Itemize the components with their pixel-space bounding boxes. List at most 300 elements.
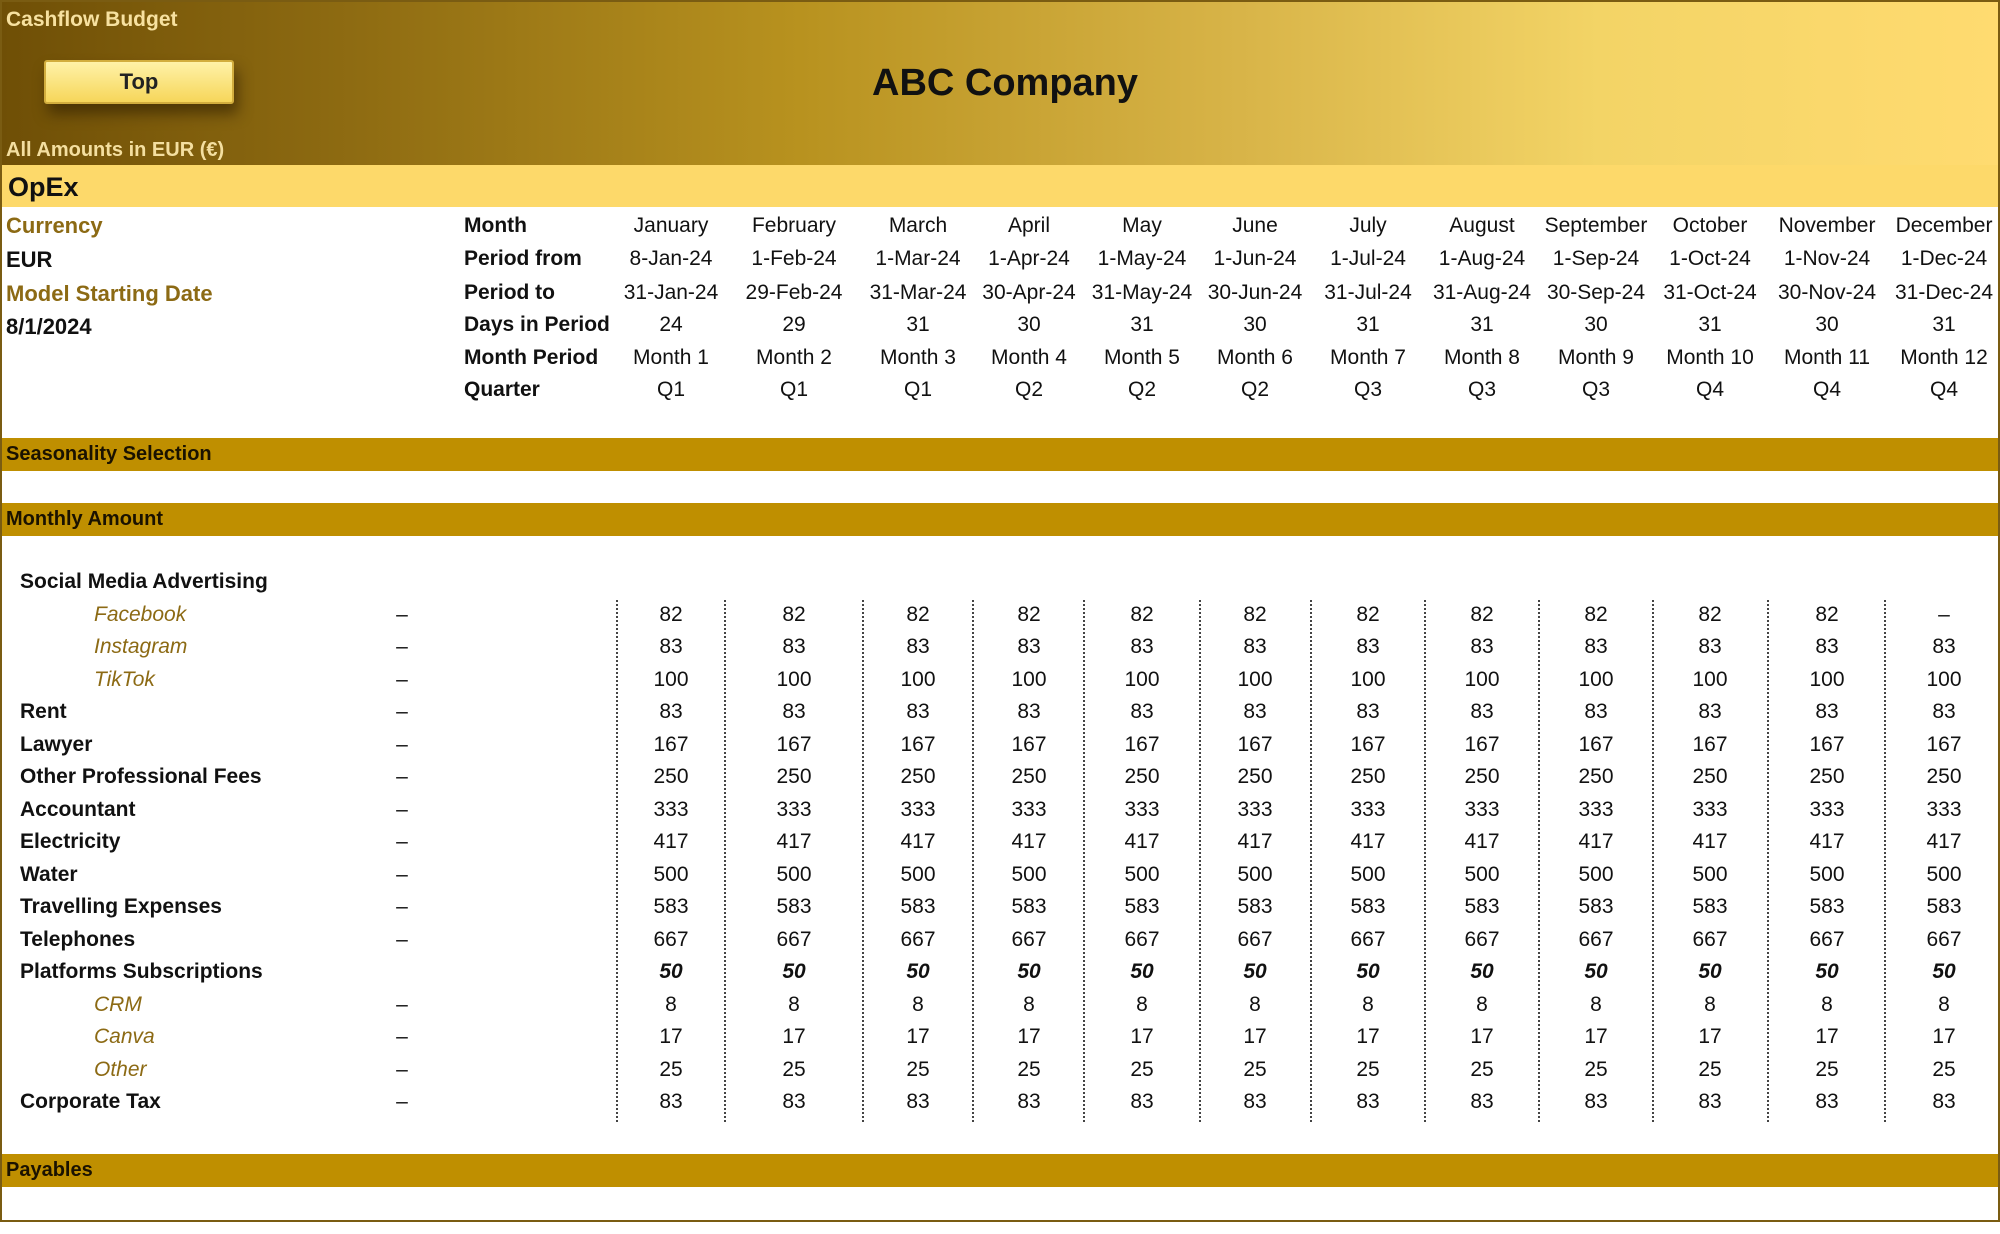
expense-cell[interactable]: 82 — [1356, 602, 1380, 626]
expense-cell[interactable]: 667 — [1237, 927, 1273, 951]
expense-cell[interactable]: 500 — [1011, 862, 1047, 886]
expense-cell[interactable]: 333 — [1578, 797, 1614, 821]
expense-cell[interactable]: 50 — [906, 960, 930, 983]
expense-cell[interactable]: 83 — [1470, 635, 1494, 658]
header-label-quarter: Quarter — [464, 378, 540, 401]
expense-cell[interactable]: 83 — [1932, 635, 1956, 658]
expense-label: Facebook — [94, 602, 187, 626]
expense-cell[interactable]: 167 — [1926, 732, 1962, 756]
month-header-period: Month 8 — [1444, 346, 1520, 369]
expense-annual-dash: – — [396, 992, 408, 1016]
month-header-to: 31-Dec-24 — [1894, 281, 1994, 304]
expense-cell[interactable]: 583 — [1809, 895, 1845, 918]
expense-label: Corporate Tax — [20, 1090, 161, 1113]
expense-cell[interactable]: 500 — [653, 862, 689, 886]
expense-cell[interactable]: 250 — [1011, 765, 1047, 788]
expense-cell[interactable]: 83 — [1932, 1090, 1956, 1113]
expense-label: Telephones — [20, 927, 136, 951]
expense-cell[interactable]: 83 — [1470, 1090, 1494, 1113]
expense-cell[interactable]: 167 — [900, 732, 936, 756]
month-header-quarter: Q1 — [779, 378, 808, 401]
opex-title: OpEx — [8, 172, 79, 202]
expense-cell[interactable]: 417 — [776, 830, 812, 853]
expense-annual-dash: – — [396, 797, 408, 821]
payables-title: Payables — [6, 1159, 93, 1181]
expense-cell[interactable]: 8 — [788, 992, 800, 1016]
expense-cell[interactable]: 100 — [900, 667, 936, 691]
expense-cell[interactable]: 50 — [1815, 960, 1839, 983]
month-header-days: 30 — [1584, 313, 1608, 336]
month-header-quarter: Q4 — [1812, 378, 1841, 401]
expense-cell[interactable]: 167 — [653, 732, 689, 756]
expense-cell[interactable]: 50 — [659, 960, 683, 983]
month-header-period: Month 4 — [991, 346, 1067, 369]
month-header-period: Month 11 — [1784, 346, 1870, 369]
expense-cell[interactable]: 17 — [1017, 1025, 1041, 1048]
expense-cell[interactable]: 583 — [776, 895, 812, 918]
expense-cell[interactable]: 250 — [1464, 765, 1500, 788]
expense-cell[interactable]: 417 — [653, 830, 689, 853]
expense-cell[interactable]: 83 — [659, 700, 683, 723]
expense-annual-dash: – — [396, 667, 408, 691]
expense-cell[interactable]: 500 — [1809, 862, 1845, 886]
expense-cell[interactable]: 417 — [1578, 830, 1614, 853]
month-header-from: 1-Nov-24 — [1783, 247, 1871, 270]
expense-label: Social Media Advertising — [20, 570, 268, 593]
header-label-period-to: Period to — [464, 281, 556, 304]
expense-cell[interactable]: 8 — [1249, 992, 1261, 1016]
expense-annual-dash: – — [396, 602, 408, 626]
expense-cell[interactable]: 333 — [900, 797, 936, 821]
expense-cell[interactable]: 17 — [1470, 1025, 1494, 1048]
month-header-days: 30 — [1017, 313, 1041, 336]
model-start-value[interactable]: 8/1/2024 — [6, 314, 92, 339]
month-header-quarter: Q1 — [903, 378, 932, 401]
month-header-days: 24 — [659, 313, 683, 336]
expense-cell[interactable]: 83 — [1356, 635, 1380, 658]
expense-cell[interactable]: 667 — [1011, 927, 1047, 951]
month-header-period: Month 5 — [1104, 346, 1180, 369]
expense-cell[interactable]: 100 — [1011, 667, 1047, 691]
month-header-from: 1-Dec-24 — [1900, 247, 1988, 270]
expense-cell[interactable]: 82 — [1017, 602, 1041, 626]
month-header-to: 31-Oct-24 — [1663, 281, 1757, 304]
expense-cell[interactable]: 82 — [782, 602, 806, 626]
expense-cell[interactable]: 83 — [1932, 700, 1956, 723]
expense-cell[interactable]: 250 — [776, 765, 812, 788]
month-header-to: 31-Jan-24 — [623, 281, 719, 304]
expense-cell[interactable]: 500 — [1578, 862, 1614, 886]
expense-cell[interactable]: 417 — [1809, 830, 1845, 853]
expense-cell[interactable]: 500 — [1926, 862, 1962, 886]
currency-label: Currency — [6, 213, 103, 238]
expense-cell[interactable]: 583 — [1237, 895, 1273, 918]
expense-cell[interactable]: 417 — [1237, 830, 1273, 853]
month-header-to: 30-Sep-24 — [1546, 281, 1646, 304]
expense-cell[interactable]: 167 — [1464, 732, 1500, 756]
expense-cell[interactable]: 500 — [1237, 862, 1273, 886]
expense-cell[interactable]: 583 — [1926, 895, 1962, 918]
expense-cell[interactable]: 25 — [1584, 1057, 1608, 1081]
expense-cell[interactable]: 100 — [1237, 667, 1273, 691]
expense-cell[interactable]: 17 — [906, 1025, 930, 1048]
expense-cell[interactable]: 17 — [659, 1025, 683, 1048]
expense-cell[interactable]: 500 — [1124, 862, 1160, 886]
expense-cell[interactable]: 333 — [1692, 797, 1728, 821]
expense-cell[interactable]: 100 — [1124, 667, 1160, 691]
expense-cell[interactable]: 100 — [1578, 667, 1614, 691]
expense-cell[interactable]: 167 — [1124, 732, 1160, 756]
expense-cell[interactable]: 8 — [1362, 992, 1374, 1016]
expense-cell[interactable]: 82 — [1130, 602, 1154, 626]
expense-cell[interactable]: 83 — [782, 1090, 806, 1113]
expense-cell[interactable]: 100 — [1926, 667, 1962, 691]
expense-cell[interactable]: 17 — [1130, 1025, 1154, 1048]
expense-cell[interactable]: 83 — [1017, 700, 1041, 723]
month-header-from: 1-Feb-24 — [751, 247, 837, 270]
month-header-quarter: Q2 — [1127, 378, 1156, 401]
expense-cell[interactable]: 25 — [1932, 1057, 1956, 1081]
expense-annual-dash: – — [396, 765, 408, 788]
expense-cell[interactable]: 333 — [776, 797, 812, 821]
expense-cell[interactable]: 667 — [1578, 927, 1614, 951]
expense-cell[interactable]: 333 — [1011, 797, 1047, 821]
expense-label: Water — [20, 862, 78, 886]
month-header-days: 31 — [1356, 313, 1380, 336]
expense-cell[interactable]: 333 — [1464, 797, 1500, 821]
expense-cell[interactable]: 50 — [1932, 960, 1956, 983]
expense-label: Lawyer — [20, 732, 93, 756]
expense-cell[interactable]: 417 — [900, 830, 936, 853]
month-header-month: October — [1672, 214, 1748, 237]
month-header-period: Month 10 — [1666, 346, 1754, 369]
month-header-period: Month 6 — [1217, 346, 1293, 369]
expense-label: Travelling Expenses — [20, 895, 222, 918]
month-header-period: Month 9 — [1558, 346, 1634, 369]
expense-cell[interactable]: 83 — [1130, 635, 1154, 658]
seasonality-band — [2, 438, 1998, 471]
expense-cell[interactable]: 50 — [1698, 960, 1722, 983]
header-label-period-from: Period from — [464, 247, 582, 270]
expense-cell[interactable]: 8 — [1704, 992, 1716, 1016]
expense-cell[interactable]: 25 — [1698, 1057, 1722, 1081]
expense-cell[interactable]: 8 — [665, 992, 677, 1016]
expense-cell[interactable]: 83 — [1584, 1090, 1608, 1113]
expense-cell[interactable]: 8 — [1476, 992, 1488, 1016]
expense-cell[interactable]: 82 — [1470, 602, 1494, 626]
expense-cell[interactable]: 667 — [1926, 927, 1962, 951]
month-header-from: 8-Jan-24 — [629, 247, 713, 270]
expense-cell[interactable]: 82 — [1815, 602, 1839, 626]
expense-cell[interactable]: 50 — [782, 960, 806, 983]
monthly-amount-title: Monthly Amount — [6, 508, 164, 530]
expense-cell[interactable]: 83 — [659, 1090, 683, 1113]
month-header-to: 31-May-24 — [1091, 281, 1193, 304]
expense-cell[interactable]: 17 — [1243, 1025, 1267, 1048]
expense-cell[interactable]: 100 — [776, 667, 812, 691]
expense-label: TikTok — [94, 667, 155, 691]
model-start-label: Model Starting Date — [6, 281, 213, 306]
expense-cell[interactable]: 167 — [1011, 732, 1047, 756]
expense-cell[interactable]: 83 — [1017, 1090, 1041, 1113]
expense-cell[interactable]: 17 — [1584, 1025, 1608, 1048]
expense-cell[interactable]: 83 — [1698, 1090, 1722, 1113]
expense-cell[interactable]: 100 — [1809, 667, 1845, 691]
expense-cell[interactable]: 417 — [1926, 830, 1962, 853]
expense-label: Other — [94, 1057, 147, 1081]
month-header-days: 29 — [782, 313, 806, 336]
expense-cell[interactable]: 100 — [653, 667, 689, 691]
month-header-from: 1-Jun-24 — [1213, 247, 1297, 270]
expense-cell[interactable]: 100 — [1464, 667, 1500, 691]
expense-cell[interactable]: 667 — [776, 927, 812, 951]
expense-cell[interactable]: 583 — [1578, 895, 1614, 918]
expense-cell[interactable]: 667 — [1809, 927, 1845, 951]
header-label-month-period: Month Period — [464, 346, 599, 369]
expense-cell[interactable]: 250 — [1237, 765, 1273, 788]
expense-cell[interactable]: 50 — [1356, 960, 1380, 983]
expense-cell[interactable]: 17 — [782, 1025, 806, 1048]
expense-cell[interactable]: 167 — [1237, 732, 1273, 756]
expense-cell[interactable]: 83 — [906, 635, 930, 658]
expense-cell[interactable]: 8 — [1023, 992, 1035, 1016]
expense-cell[interactable]: – — [1938, 602, 1950, 626]
month-header-period: Month 1 — [633, 346, 709, 369]
month-header-quarter: Q3 — [1581, 378, 1610, 401]
expense-cell[interactable]: 82 — [906, 602, 930, 626]
month-header-month: July — [1349, 214, 1387, 237]
expense-annual-dash: – — [396, 1025, 408, 1048]
expense-cell[interactable]: 417 — [1350, 830, 1386, 853]
expense-label: Instagram — [94, 635, 188, 658]
month-header-days: 31 — [1698, 313, 1722, 336]
month-header-to: 30-Jun-24 — [1207, 281, 1303, 304]
expense-cell[interactable]: 667 — [1464, 927, 1500, 951]
expense-annual-dash: – — [396, 830, 408, 853]
expense-cell[interactable]: 167 — [1692, 732, 1728, 756]
expense-cell[interactable]: 500 — [1350, 862, 1386, 886]
expense-cell[interactable]: 83 — [1698, 700, 1722, 723]
month-header-days: 31 — [906, 313, 930, 336]
expense-cell[interactable]: 8 — [1821, 992, 1833, 1016]
expense-cell[interactable]: 333 — [1926, 797, 1962, 821]
top-button[interactable]: Top — [44, 60, 234, 104]
expense-cell[interactable]: 83 — [1243, 1090, 1267, 1113]
expense-cell[interactable]: 83 — [1584, 635, 1608, 658]
expense-cell[interactable]: 83 — [1356, 700, 1380, 723]
expense-cell[interactable]: 83 — [1815, 635, 1839, 658]
expense-cell[interactable]: 50 — [1584, 960, 1608, 983]
expense-cell[interactable]: 333 — [1350, 797, 1386, 821]
expense-cell[interactable]: 667 — [900, 927, 936, 951]
payables-band — [2, 1154, 1998, 1187]
currency-note: All Amounts in EUR (€) — [6, 139, 225, 161]
expense-cell[interactable]: 250 — [1809, 765, 1845, 788]
expense-cell[interactable]: 500 — [900, 862, 936, 886]
expense-label: Electricity — [20, 830, 121, 853]
month-header-period: Month 7 — [1330, 346, 1406, 369]
expense-cell[interactable]: 17 — [1356, 1025, 1380, 1048]
expense-label: Other Professional Fees — [20, 765, 262, 788]
expense-cell[interactable]: 25 — [782, 1057, 806, 1081]
expense-cell[interactable]: 583 — [1350, 895, 1386, 918]
expense-cell[interactable]: 50 — [1243, 960, 1267, 983]
month-header-month: May — [1122, 214, 1162, 237]
month-header-quarter: Q1 — [656, 378, 685, 401]
expense-cell[interactable]: 83 — [659, 635, 683, 658]
expense-cell[interactable]: 417 — [1011, 830, 1047, 853]
month-header-from: 1-Mar-24 — [875, 247, 961, 270]
expense-cell[interactable]: 83 — [1470, 700, 1494, 723]
month-header-from: 1-Jul-24 — [1330, 247, 1406, 270]
month-header-month: November — [1778, 214, 1876, 237]
month-header-from: 1-Apr-24 — [988, 247, 1070, 270]
month-header-quarter: Q4 — [1929, 378, 1958, 401]
expense-cell[interactable]: 417 — [1124, 830, 1160, 853]
expense-cell[interactable]: 167 — [1578, 732, 1614, 756]
expense-cell[interactable]: 417 — [1692, 830, 1728, 853]
month-header-to: 31-Jul-24 — [1324, 281, 1412, 304]
header-label-month: Month — [464, 214, 527, 237]
expense-cell[interactable]: 50 — [1130, 960, 1154, 983]
expense-cell[interactable]: 83 — [1130, 1090, 1154, 1113]
expense-annual-dash: – — [396, 1057, 408, 1081]
expense-cell[interactable]: 250 — [1692, 765, 1728, 788]
expense-cell[interactable]: 250 — [900, 765, 936, 788]
expense-cell[interactable]: 583 — [1464, 895, 1500, 918]
month-header-month: June — [1232, 214, 1278, 237]
expense-cell[interactable]: 667 — [1692, 927, 1728, 951]
expense-cell[interactable]: 83 — [1017, 635, 1041, 658]
month-header-days: 31 — [1470, 313, 1494, 336]
expense-cell[interactable]: 583 — [900, 895, 936, 918]
expense-label: CRM — [94, 992, 142, 1016]
expense-cell[interactable]: 250 — [1124, 765, 1160, 788]
expense-cell[interactable]: 167 — [1350, 732, 1386, 756]
month-header-days: 30 — [1815, 313, 1839, 336]
expense-cell[interactable]: 82 — [1584, 602, 1608, 626]
month-header-period: Month 3 — [880, 346, 956, 369]
month-header-quarter: Q3 — [1467, 378, 1496, 401]
expense-cell[interactable]: 500 — [1692, 862, 1728, 886]
expense-cell[interactable]: 25 — [906, 1057, 930, 1081]
expense-cell[interactable]: 250 — [653, 765, 689, 788]
expense-annual-dash: – — [396, 927, 408, 951]
expense-annual-dash: – — [396, 862, 408, 886]
month-header-month: September — [1544, 214, 1648, 237]
expense-cell[interactable]: 83 — [1243, 635, 1267, 658]
currency-value[interactable]: EUR — [6, 247, 53, 272]
expense-cell[interactable]: 17 — [1932, 1025, 1956, 1048]
expense-cell[interactable]: 500 — [1464, 862, 1500, 886]
expense-cell[interactable]: 333 — [653, 797, 689, 821]
expense-cell[interactable]: 417 — [1464, 830, 1500, 853]
expense-cell[interactable]: 333 — [1809, 797, 1845, 821]
expense-cell[interactable]: 83 — [1815, 1090, 1839, 1113]
expense-cell[interactable]: 25 — [1470, 1057, 1494, 1081]
expense-cell[interactable]: 82 — [659, 602, 683, 626]
monthly-amount-band — [2, 503, 1998, 536]
expense-cell[interactable]: 50 — [1017, 960, 1041, 983]
expense-cell[interactable]: 25 — [1356, 1057, 1380, 1081]
expense-cell[interactable]: 583 — [1692, 895, 1728, 918]
expense-annual-dash: – — [396, 700, 408, 723]
month-header-month: March — [888, 214, 948, 237]
expense-cell[interactable]: 82 — [1698, 602, 1722, 626]
expense-cell[interactable]: 333 — [1237, 797, 1273, 821]
expense-label: Accountant — [20, 797, 136, 821]
expense-cell[interactable]: 250 — [1350, 765, 1386, 788]
month-header-period: Month 2 — [756, 346, 832, 369]
month-header-from: 1-Oct-24 — [1669, 247, 1751, 270]
expense-cell[interactable]: 83 — [1698, 635, 1722, 658]
expense-cell[interactable]: 83 — [1243, 700, 1267, 723]
expense-cell[interactable]: 8 — [1938, 992, 1950, 1016]
expense-cell[interactable]: 333 — [1124, 797, 1160, 821]
expense-cell[interactable]: 83 — [1815, 700, 1839, 723]
expense-cell[interactable]: 83 — [1356, 1090, 1380, 1113]
month-header-days: 30 — [1243, 313, 1267, 336]
expense-cell[interactable]: 667 — [1350, 927, 1386, 951]
expense-cell[interactable]: 17 — [1815, 1025, 1839, 1048]
expense-cell[interactable]: 100 — [1350, 667, 1386, 691]
expense-cell[interactable]: 8 — [912, 992, 924, 1016]
month-header-month: January — [633, 214, 709, 237]
expense-cell[interactable]: 17 — [1698, 1025, 1722, 1048]
month-header-days: 31 — [1932, 313, 1956, 336]
expense-cell[interactable]: 83 — [906, 700, 930, 723]
month-header-to: 29-Feb-24 — [745, 281, 843, 304]
expense-cell[interactable]: 167 — [1809, 732, 1845, 756]
expense-cell[interactable]: 8 — [1590, 992, 1602, 1016]
expense-cell[interactable]: 583 — [1124, 895, 1160, 918]
expense-cell[interactable]: 83 — [1130, 700, 1154, 723]
expense-cell[interactable]: 250 — [1926, 765, 1962, 788]
expense-cell[interactable]: 25 — [1815, 1057, 1839, 1081]
month-header-month: August — [1449, 214, 1515, 237]
expense-cell[interactable]: 25 — [659, 1057, 683, 1081]
month-header-month: February — [751, 214, 837, 237]
expense-label: Canva — [94, 1025, 155, 1048]
expense-cell[interactable]: 25 — [1130, 1057, 1154, 1081]
expense-cell[interactable]: 25 — [1243, 1057, 1267, 1081]
expense-cell[interactable]: 583 — [1011, 895, 1047, 918]
header-label-days: Days in Period — [464, 313, 610, 336]
expense-cell[interactable]: 583 — [653, 895, 689, 918]
month-header-quarter: Q4 — [1695, 378, 1724, 401]
expense-cell[interactable]: 83 — [782, 635, 806, 658]
expense-cell[interactable]: 82 — [1243, 602, 1267, 626]
expense-cell[interactable]: 83 — [782, 700, 806, 723]
expense-cell[interactable]: 250 — [1578, 765, 1614, 788]
expense-cell[interactable]: 8 — [1136, 992, 1148, 1016]
expense-cell[interactable]: 500 — [776, 862, 812, 886]
expense-cell[interactable]: 100 — [1692, 667, 1728, 691]
expense-cell[interactable]: 667 — [1124, 927, 1160, 951]
expense-cell[interactable]: 83 — [906, 1090, 930, 1113]
expense-cell[interactable]: 667 — [653, 927, 689, 951]
expense-cell[interactable]: 83 — [1584, 700, 1608, 723]
month-header-from: 1-Aug-24 — [1438, 247, 1526, 270]
month-header-from: 1-May-24 — [1097, 247, 1187, 270]
expense-annual-dash: – — [396, 1090, 408, 1113]
expense-cell[interactable]: 25 — [1017, 1057, 1041, 1081]
month-header-to: 31-Aug-24 — [1432, 281, 1532, 304]
expense-cell[interactable]: 167 — [776, 732, 812, 756]
expense-cell[interactable]: 50 — [1470, 960, 1494, 983]
month-header-month: April — [1007, 214, 1050, 237]
expense-annual-dash: – — [396, 635, 408, 658]
